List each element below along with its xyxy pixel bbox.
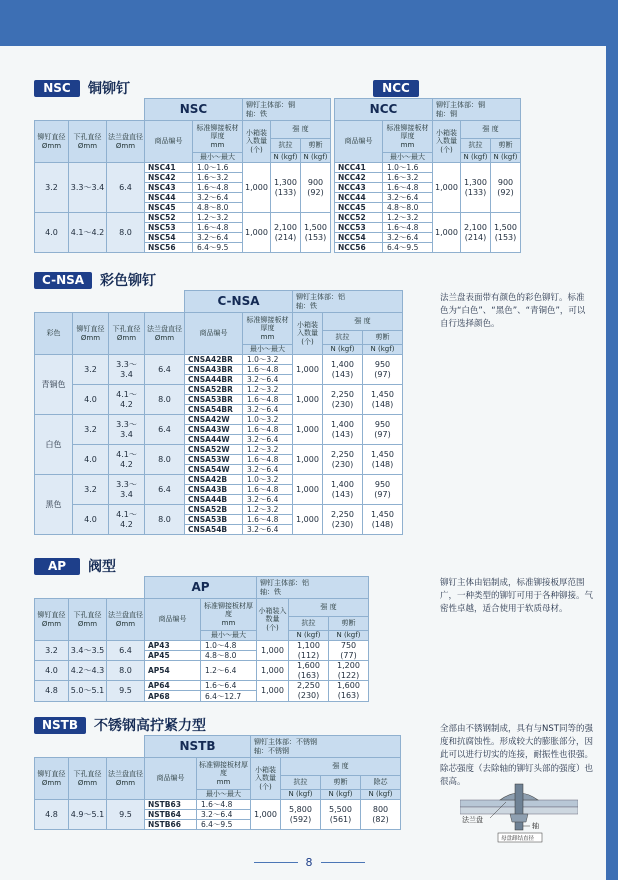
- product-code: CNSA53B: [185, 515, 243, 525]
- grip-range: 1.6～6.4: [201, 681, 257, 691]
- grip-range: 1.2～3.2: [243, 505, 293, 515]
- nsc-code-header: 商品编号: [145, 121, 193, 163]
- core-unit: N (kgf): [361, 790, 401, 800]
- grip-range: 1.0～3.2: [243, 475, 293, 485]
- tensile-value: 5,800 (592): [281, 800, 321, 830]
- tensile-header: 抗拉: [323, 331, 363, 345]
- col-header-1: 铆钉直径 Ømm: [73, 313, 109, 355]
- nsc-ncc-table-wrap: [34, 98, 521, 253]
- blank-corner: [35, 577, 145, 599]
- box-qty: 1,000: [433, 213, 461, 253]
- grip-range: 1.6～4.8: [243, 395, 293, 405]
- nstb-section: [34, 716, 206, 734]
- ncc-code-header: 商品编号: [335, 121, 383, 163]
- grip-range: 1.6～4.8: [383, 223, 433, 233]
- flange-dia: 6.4: [107, 641, 145, 661]
- cnsa-section: [34, 271, 156, 289]
- flange-dia: 8.0: [145, 505, 185, 535]
- product-code: NSTB66: [145, 820, 197, 830]
- grip-range: 1.0～1.6: [193, 163, 243, 173]
- grip-header: 标准铆接板材厚度 mm: [243, 313, 293, 345]
- table-row: [35, 355, 403, 365]
- col-header-1: 下孔直径 Ømm: [69, 758, 107, 800]
- tensile-header: 抗拉: [281, 776, 321, 790]
- product-code: CNSA54B: [185, 525, 243, 535]
- product-code: NCC54: [335, 233, 383, 243]
- flange-dia: 6.4: [145, 475, 185, 505]
- nstb-badge: NSTB: [34, 717, 86, 734]
- code-header: 商品编号: [185, 313, 243, 355]
- ap-badge: AP: [34, 558, 80, 575]
- hole-dia: 4.2～4.3: [69, 661, 107, 681]
- product-code: CNSA52BR: [185, 385, 243, 395]
- grip-range: 1.6～3.2: [193, 173, 243, 183]
- col-header-2: 下孔直径 Ømm: [109, 313, 145, 355]
- grip-range: 1.6～3.2: [383, 173, 433, 183]
- flange-dia: 6.4: [145, 355, 185, 385]
- col-header-0: 铆钉直径 Ømm: [35, 599, 69, 641]
- grip-range: 3.2～6.4: [243, 375, 293, 385]
- table-row: [35, 641, 369, 651]
- grip-header: 标准铆接板材厚度 mm: [201, 599, 257, 631]
- shear-value: 1,500 (153): [491, 213, 521, 253]
- shear-value: 5,500 (561): [321, 800, 361, 830]
- rivet-dia: 4.0: [73, 445, 109, 475]
- nstb-product-name: NSTB: [145, 736, 251, 758]
- col-header-0: 铆钉直径 Ømm: [35, 758, 69, 800]
- flange-dia: 9.5: [107, 800, 145, 830]
- product-code: NSC53: [145, 223, 193, 233]
- shear-value: 950 (97): [363, 475, 403, 505]
- grip-range: 1.6～4.8: [193, 223, 243, 233]
- nstb-table: [34, 735, 401, 830]
- core-value: 800 (82): [361, 800, 401, 830]
- color-name: 黑色: [35, 475, 73, 535]
- rivet-bulb-shape: [510, 814, 528, 822]
- grip-range: 3.2～6.4: [243, 435, 293, 445]
- footer-line-left: [254, 862, 298, 863]
- page-footer: [0, 856, 618, 869]
- grip-range: 3.2～6.4: [383, 233, 433, 243]
- code-header: 商品编号: [145, 758, 197, 800]
- flange-dia: 8.0: [145, 445, 185, 475]
- hole-dia: 3.3～3.4: [109, 355, 145, 385]
- grip-range: 6.4～9.5: [383, 243, 433, 253]
- ncc-box-header: 小箱装入数量 (个): [433, 121, 461, 163]
- box-header: 小箱装入数量 (个): [251, 758, 281, 800]
- product-code: NCC43: [335, 183, 383, 193]
- box-qty: 1,000: [243, 163, 271, 213]
- ncc-section: [373, 79, 427, 97]
- nsc-grip-range: 最小～最大: [193, 153, 243, 163]
- grip-range: 1.0～4.8: [201, 641, 257, 651]
- shear-value: 900 (92): [301, 163, 331, 213]
- tensile-value: 1,400 (143): [323, 415, 363, 445]
- tensile-value: 1,400 (143): [323, 475, 363, 505]
- ncc-grip-range: 最小～最大: [383, 153, 433, 163]
- tensile-value: 2,100 (214): [461, 213, 491, 253]
- product-code: CNSA52B: [185, 505, 243, 515]
- shear-unit: N (kgf): [321, 790, 361, 800]
- col-header-1: 下孔直径 Ømm: [69, 599, 107, 641]
- nstb-table-wrap: [34, 735, 401, 830]
- col-header-3: 法兰盘直径 Ømm: [145, 313, 185, 355]
- nsc-badge: NSC: [34, 80, 80, 97]
- grip-range: 1.2～6.4: [201, 661, 257, 681]
- box-qty: 1,000: [257, 661, 289, 681]
- flange-dia: 9.5: [107, 681, 145, 701]
- product-code: NCC42: [335, 173, 383, 183]
- product-code: AP45: [145, 651, 201, 661]
- table-row: [35, 385, 403, 395]
- box-qty: 1,000: [243, 213, 271, 253]
- product-code: NCC44: [335, 193, 383, 203]
- shear-value: 1,600 (163): [329, 681, 369, 701]
- tensile-value: 1,400 (143): [323, 355, 363, 385]
- rivet-dia: 4.0: [35, 661, 69, 681]
- ncc-badge: NCC: [373, 80, 419, 97]
- table-row: [35, 661, 369, 681]
- product-code: CNSA54W: [185, 465, 243, 475]
- product-code: CNSA44W: [185, 435, 243, 445]
- product-code: NSC43: [145, 183, 193, 193]
- tensile-value: 1,600 (163): [289, 661, 329, 681]
- table-row: [35, 475, 403, 485]
- grip-range: 1.2～3.2: [243, 445, 293, 455]
- col-header-2: 法兰盘直径 Ømm: [107, 599, 145, 641]
- shear-header: 剪断: [321, 776, 361, 790]
- table-row: [35, 163, 521, 173]
- rivet-dia: 4.0: [73, 385, 109, 415]
- ap-table-wrap: [34, 576, 369, 702]
- table-row: [35, 800, 401, 810]
- product-code: NCC45: [335, 203, 383, 213]
- rivet-dia: 4.8: [35, 681, 69, 701]
- ap-note: 铆钉主体由铝制成，标准铆接板厚范围广，一种类型的铆钉可用于各种铆接。气密性卓越，适合使用于软质母材。: [440, 578, 594, 615]
- hole-dia: 4.1～4.2: [69, 213, 107, 253]
- nsc-strength-header: 强 度: [271, 121, 331, 139]
- nsc-material-meta: 铆钉主体部：铜 轴：铁: [243, 99, 331, 121]
- strength-header: 强 度: [281, 758, 401, 776]
- flange-dia: 6.4: [145, 415, 185, 445]
- product-code: AP43: [145, 641, 201, 651]
- ncc-grip-header: 标准铆接板材厚度 mm: [383, 121, 433, 153]
- product-code: CNSA42W: [185, 415, 243, 425]
- tensile-unit: N (kgf): [289, 631, 329, 641]
- flange-dia: 8.0: [145, 385, 185, 415]
- grip-range-header: 最小～最大: [197, 790, 251, 800]
- product-code: NSC45: [145, 203, 193, 213]
- footer-line-right: [321, 862, 365, 863]
- tensile-value: 2,250 (230): [323, 385, 363, 415]
- ap-title: 阀型: [88, 559, 116, 575]
- hole-dia: 4.1～4.2: [109, 385, 145, 415]
- grip-range: 6.4～9.5: [193, 243, 243, 253]
- rivet-dia: 4.8: [35, 800, 69, 830]
- hole-dia: 3.3～3.4: [109, 415, 145, 445]
- ncc-tensile-unit: N (kgf): [461, 153, 491, 163]
- tensile-value: 1,300 (133): [271, 163, 301, 213]
- tensile-value: 2,250 (230): [289, 681, 329, 701]
- product-code: CNSA42BR: [185, 355, 243, 365]
- dim-header-0: 铆钉直径 Ømm: [35, 121, 69, 163]
- color-name: 白色: [35, 415, 73, 475]
- tensile-value: 2,250 (230): [323, 445, 363, 475]
- box-qty: 1,000: [251, 800, 281, 830]
- grip-range: 1.6～4.8: [243, 455, 293, 465]
- grip-range-header: 最小～最大: [243, 345, 293, 355]
- product-code: NCC41: [335, 163, 383, 173]
- grip-range: 1.2～3.2: [383, 213, 433, 223]
- rivet-shaft-shape: [515, 784, 523, 830]
- ncc-shear-header: 剪断: [491, 139, 521, 153]
- nsc-shear-unit: N (kgf): [301, 153, 331, 163]
- rivet-dia: 3.2: [35, 641, 69, 661]
- flange-dia: 8.0: [107, 661, 145, 681]
- color-name: 青铜色: [35, 355, 73, 415]
- dim-header-1: 下孔直径 Ømm: [69, 121, 107, 163]
- grip-range: 1.6～4.8: [243, 425, 293, 435]
- hole-dia: 4.1～4.2: [109, 505, 145, 535]
- grip-range: 1.6～4.8: [243, 485, 293, 495]
- nsc-ncc-table: [34, 98, 521, 253]
- hole-dia: 3.4～3.5: [69, 641, 107, 661]
- grip-range: 3.2～6.4: [243, 465, 293, 475]
- tensile-unit: N (kgf): [281, 790, 321, 800]
- grip-range: 1.6～4.8: [197, 800, 251, 810]
- tensile-unit: N (kgf): [323, 345, 363, 355]
- product-code: CNSA54BR: [185, 405, 243, 415]
- ap-material-meta: 铆钉主体部：铝 轴：铁: [257, 577, 369, 599]
- shear-value: 1,200 (122): [329, 661, 369, 681]
- box-qty: 1,000: [293, 415, 323, 445]
- product-code: CNSA42B: [185, 475, 243, 485]
- ap-table: [34, 576, 369, 702]
- product-code: NSC42: [145, 173, 193, 183]
- cnsa-badge: C-NSA: [34, 272, 92, 289]
- product-code: NSC52: [145, 213, 193, 223]
- shear-value: 1,450 (148): [363, 385, 403, 415]
- nstb-note: 全部由不锈钢制成，具有与NST同等的强度和抗腐蚀性。形成较大的膨胀部分，因此可以进行切实的连接，耐振性也很强。除芯强度（去除轴的铆钉头部的强度）也很高。: [440, 724, 594, 787]
- hole-dia: 3.3～3.4: [69, 163, 107, 213]
- col-header-2: 法兰盘直径 Ømm: [107, 758, 145, 800]
- grip-range: 4.8～8.0: [383, 203, 433, 213]
- flange-label: 法兰盘: [462, 816, 483, 824]
- rivet-dia: 3.2: [73, 355, 109, 385]
- shear-value: 900 (92): [491, 163, 521, 213]
- nsc-header: [34, 79, 130, 97]
- product-code: NCC52: [335, 213, 383, 223]
- nstb-material-meta: 铆钉主体部：不锈钢 轴：不锈钢: [251, 736, 401, 758]
- top-color-band: [0, 0, 618, 46]
- page-number: 8: [305, 856, 313, 869]
- box-qty: 1,000: [293, 445, 323, 475]
- ncc-tensile-header: 抗拉: [461, 139, 491, 153]
- grip-range-header: 最小～最大: [201, 631, 257, 641]
- grip-range: 3.2～6.4: [383, 193, 433, 203]
- nsc-tensile-header: 抗拉: [271, 139, 301, 153]
- table-row: [35, 505, 403, 515]
- rivet-dia: 4.0: [73, 505, 109, 535]
- tensile-header: 抗拉: [289, 617, 329, 631]
- diagram-caption: 母盘卸结直径: [501, 836, 535, 842]
- nsc-box-header: 小箱装入数量 (个): [243, 121, 271, 163]
- code-header: 商品编号: [145, 599, 201, 641]
- cnsa-title: 彩色铆钉: [100, 273, 157, 289]
- shear-value: 750 (77): [329, 641, 369, 661]
- product-code: CNSA43W: [185, 425, 243, 435]
- nsc-grip-header: 标准铆接板材厚度 mm: [193, 121, 243, 153]
- cnsa-material-meta: 铆钉主体部：铝 轴：铁: [293, 291, 403, 313]
- grip-range: 1.6～4.8: [243, 365, 293, 375]
- dim-header-2: 法兰盘直径 Ømm: [107, 121, 145, 163]
- grip-range: 4.8～8.0: [193, 203, 243, 213]
- grip-range: 6.4～12.7: [201, 691, 257, 701]
- nsc-shear-header: 剪断: [301, 139, 331, 153]
- product-code: CNSA52W: [185, 445, 243, 455]
- tensile-value: 1,300 (133): [461, 163, 491, 213]
- tensile-value: 1,100 (112): [289, 641, 329, 661]
- hole-dia: 4.1～4.2: [109, 445, 145, 475]
- product-code: NCC53: [335, 223, 383, 233]
- grip-range: 3.2～6.4: [193, 193, 243, 203]
- product-code: CNSA53W: [185, 455, 243, 465]
- grip-range: 3.2～6.4: [193, 233, 243, 243]
- grip-range: 1.0～3.2: [243, 355, 293, 365]
- rivet-dia: 3.2: [35, 163, 69, 213]
- cnsa-table-wrap: [34, 290, 403, 535]
- shear-value: 950 (97): [363, 355, 403, 385]
- rivet-diagram: [460, 778, 578, 844]
- box-qty: 1,000: [257, 681, 289, 701]
- product-code: CNSA44BR: [185, 375, 243, 385]
- product-code: NSTB64: [145, 810, 197, 820]
- cnsa-table: [34, 290, 403, 535]
- hole-dia: 4.9～5.1: [69, 800, 107, 830]
- product-code: NSC44: [145, 193, 193, 203]
- blank-corner: [35, 291, 185, 313]
- box-header: 小箱装入数量 (个): [257, 599, 289, 641]
- box-qty: 1,000: [293, 475, 323, 505]
- nsc-product-name: NSC: [145, 99, 243, 121]
- grip-range: 1.2～3.2: [243, 385, 293, 395]
- product-code: NSC41: [145, 163, 193, 173]
- product-code: CNSA43B: [185, 485, 243, 495]
- strength-header: 强 度: [323, 313, 403, 331]
- nsc-title: 铜铆钉: [88, 81, 130, 97]
- grip-range: 6.4～9.5: [197, 820, 251, 830]
- grip-range: 3.2～6.4: [197, 810, 251, 820]
- shear-unit: N (kgf): [363, 345, 403, 355]
- product-code: NSTB63: [145, 800, 197, 810]
- box-qty: 1,000: [433, 163, 461, 213]
- product-code: AP54: [145, 661, 201, 681]
- nsc-tensile-unit: N (kgf): [271, 153, 301, 163]
- shear-header: 剪断: [329, 617, 369, 631]
- product-code: NSC56: [145, 243, 193, 253]
- shear-value: 950 (97): [363, 415, 403, 445]
- nsc-section: [34, 79, 130, 97]
- shear-unit: N (kgf): [329, 631, 369, 641]
- product-code: AP68: [145, 691, 201, 701]
- grip-header: 标准铆接板材厚度 mm: [197, 758, 251, 790]
- table-row: [35, 445, 403, 455]
- cnsa-note: 法兰盘表面带有颜色的彩色铆钉。标准色为“白色”、“黑色”、“青铜色”，可以自行选择颜色。: [440, 293, 586, 330]
- hole-dia: 5.0～5.1: [69, 681, 107, 701]
- ncc-strength-header: 强 度: [461, 121, 521, 139]
- ap-product-name: AP: [145, 577, 257, 599]
- shear-value: 1,450 (148): [363, 445, 403, 475]
- box-qty: 1,000: [257, 641, 289, 661]
- ncc-product-name: NCC: [335, 99, 433, 121]
- product-code: CNSA44B: [185, 495, 243, 505]
- nstb-title: 不锈钢高拧紧力型: [94, 718, 207, 734]
- grip-range: 1.6～4.8: [243, 515, 293, 525]
- box-qty: 1,000: [293, 355, 323, 385]
- ap-section: [34, 557, 116, 575]
- grip-range: 3.2～6.4: [243, 525, 293, 535]
- tensile-value: 2,100 (214): [271, 213, 301, 253]
- grip-range: 1.6～4.8: [383, 183, 433, 193]
- box-qty: 1,000: [293, 385, 323, 415]
- core-header: 除芯: [361, 776, 401, 790]
- ncc-shear-unit: N (kgf): [491, 153, 521, 163]
- shear-header: 剪断: [363, 331, 403, 345]
- grip-range: 1.2～3.2: [193, 213, 243, 223]
- box-qty: 1,000: [293, 505, 323, 535]
- shear-value: 1,500 (153): [301, 213, 331, 253]
- blank-corner: [35, 99, 145, 121]
- grip-range: 4.8～8.0: [201, 651, 257, 661]
- flange-dia: 6.4: [107, 163, 145, 213]
- product-code: NSC54: [145, 233, 193, 243]
- cnsa-product-name: C-NSA: [185, 291, 293, 313]
- shear-value: 1,450 (148): [363, 505, 403, 535]
- blank-corner: [35, 736, 145, 758]
- rivet-dia: 3.2: [73, 475, 109, 505]
- product-code: CNSA43BR: [185, 365, 243, 375]
- product-code: CNSA53BR: [185, 395, 243, 405]
- flange-dia: 8.0: [107, 213, 145, 253]
- grip-range: 1.0～1.6: [383, 163, 433, 173]
- grip-range: 1.6～4.8: [193, 183, 243, 193]
- product-code: NCC56: [335, 243, 383, 253]
- rivet-dia: 3.2: [73, 415, 109, 445]
- strength-header: 强 度: [289, 599, 369, 617]
- table-row: [35, 213, 521, 223]
- grip-range: 3.2～6.4: [243, 405, 293, 415]
- ncc-material-meta: 铆钉主体部：铜 轴：铜: [433, 99, 521, 121]
- tensile-value: 2,250 (230): [323, 505, 363, 535]
- grip-range: 1.0～3.2: [243, 415, 293, 425]
- product-code: AP64: [145, 681, 201, 691]
- box-header: 小箱装入数量 (个): [293, 313, 323, 355]
- hole-dia: 3.3～3.4: [109, 475, 145, 505]
- right-color-band: [606, 0, 618, 880]
- shaft-label: 轴: [532, 822, 539, 830]
- table-row: [35, 681, 369, 691]
- table-row: [35, 415, 403, 425]
- col-header-0: 彩色: [35, 313, 73, 355]
- rivet-dia: 4.0: [35, 213, 69, 253]
- grip-range: 3.2～6.4: [243, 495, 293, 505]
